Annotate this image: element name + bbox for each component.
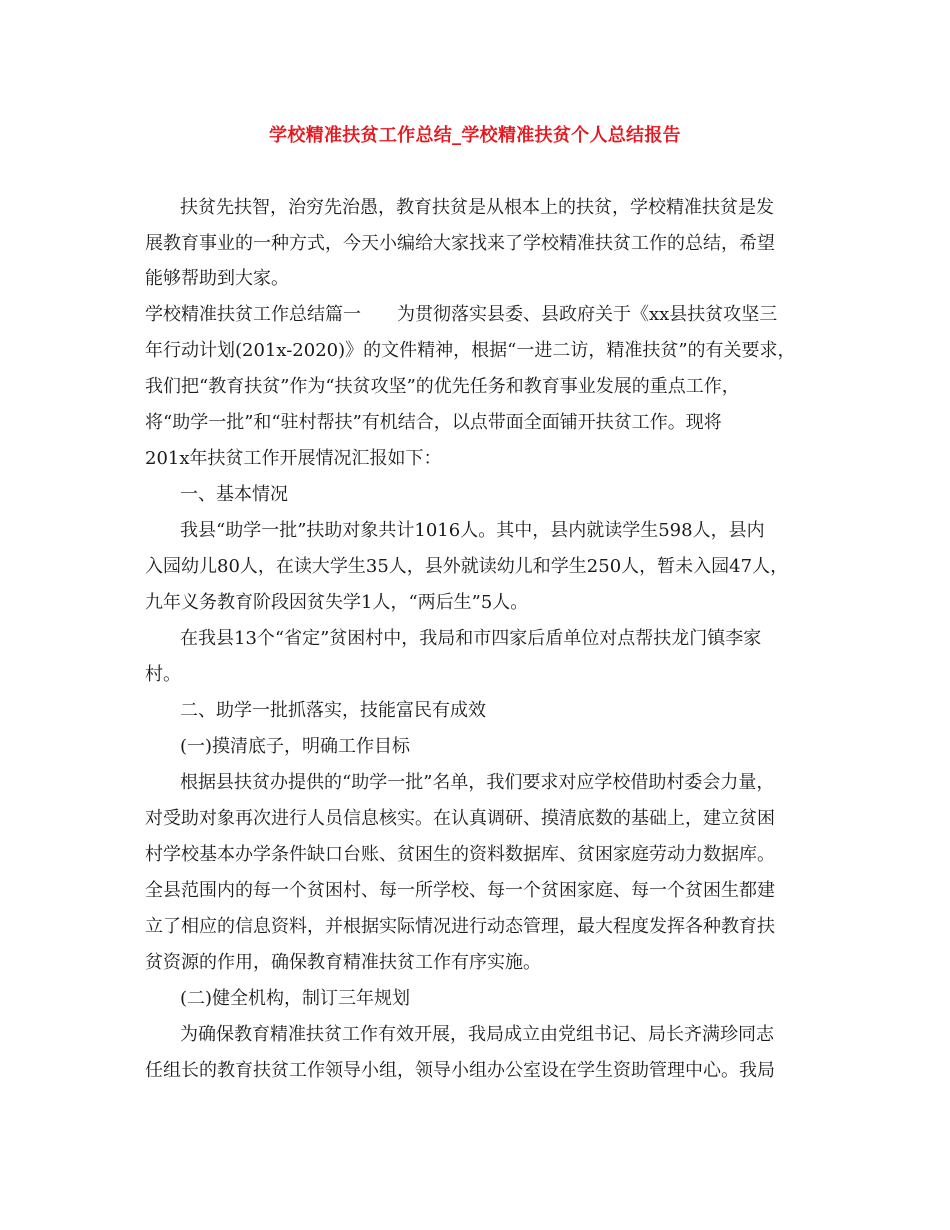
subsection-heading: (二)健全机构，制订三年规划 bbox=[180, 988, 411, 1009]
paragraph-line: 入园幼儿80人，在读大学生35人，县外就读幼儿和学生250人，暂未入园47人， bbox=[145, 556, 789, 577]
document-title: 学校精准扶贫工作总结_学校精准扶贫个人总结报告 bbox=[269, 125, 681, 146]
section-heading: 二、助学一批抓落实，技能富民有成效 bbox=[180, 700, 486, 721]
paragraph-line: 201x年扶贫工作开展情况汇报如下： bbox=[145, 448, 442, 469]
section-heading: 一、基本情况 bbox=[180, 484, 288, 505]
paragraph-line: 任组长的教育扶贫工作领导小组，领导小组办公室设在学生资助管理中心。我局 bbox=[145, 1060, 775, 1081]
paragraph-line: 对受助对象再次进行人员信息核实。在认真调研、摸清底数的基础上，建立贫困 bbox=[145, 808, 775, 829]
paragraph-line: 贫资源的作用，确保教育精准扶贫工作有序实施。 bbox=[145, 952, 541, 973]
paragraph-line: 年行动计划(201x-2020)》的文件精神，根据“一进二访，精准扶贫”的有关要求， bbox=[145, 340, 796, 361]
paragraph-line: 我们把“教育扶贫”作为“扶贫攻坚”的优先任务和教育事业发展的重点工作， bbox=[145, 376, 740, 397]
paragraph-line: 村。 bbox=[145, 664, 181, 685]
subsection-heading: (一)摸清底子，明确工作目标 bbox=[180, 736, 411, 757]
paragraph-line: 全县范围内的每一个贫困村、每一所学校、每一个贫困家庭、每一个贫困生都建 bbox=[145, 880, 775, 901]
paragraph-line: 我县“助学一批”扶助对象共计1016人。其中，县内就读学生598人，县内 bbox=[180, 520, 765, 541]
paragraph-line: 在我县13个“省定”贫困村中，我局和市四家后盾单位对点帮扶龙门镇李家 bbox=[180, 628, 762, 649]
section-heading-line: 学校精准扶贫工作总结篇一 为贯彻落实县委、县政府关于《xx县扶贫攻坚三 bbox=[145, 304, 778, 325]
paragraph-line: 扶贫先扶智，治穷先治愚，教育扶贫是从根本上的扶贫，学校精准扶贫是发 bbox=[180, 197, 774, 218]
paragraph-line: 将“助学一批”和“驻村帮扶”有机结合，以点带面全面铺开扶贫工作。现将 bbox=[145, 412, 722, 433]
paragraph-line: 九年义务教育阶段因贫失学1人，“两后生”5人。 bbox=[145, 592, 529, 613]
paragraph-line: 为确保教育精准扶贫工作有效开展，我局成立由党组书记、局长齐满珍同志 bbox=[180, 1024, 774, 1045]
paragraph-line: 展教育事业的一种方式，今天小编给大家找来了学校精准扶贫工作的总结，希望 bbox=[145, 233, 775, 254]
paragraph-line: 立了相应的信息资料，并根据实际情况进行动态管理，最大程度发挥各种教育扶 bbox=[145, 916, 775, 937]
paragraph-line: 根据县扶贫办提供的“助学一批”名单，我们要求对应学校借助村委会力量， bbox=[180, 772, 775, 793]
paragraph-line: 能够帮助到大家。 bbox=[145, 268, 289, 289]
paragraph-line: 村学校基本办学条件缺口台账、贫困生的资料数据库、贫困家庭劳动力数据库。 bbox=[145, 844, 775, 865]
